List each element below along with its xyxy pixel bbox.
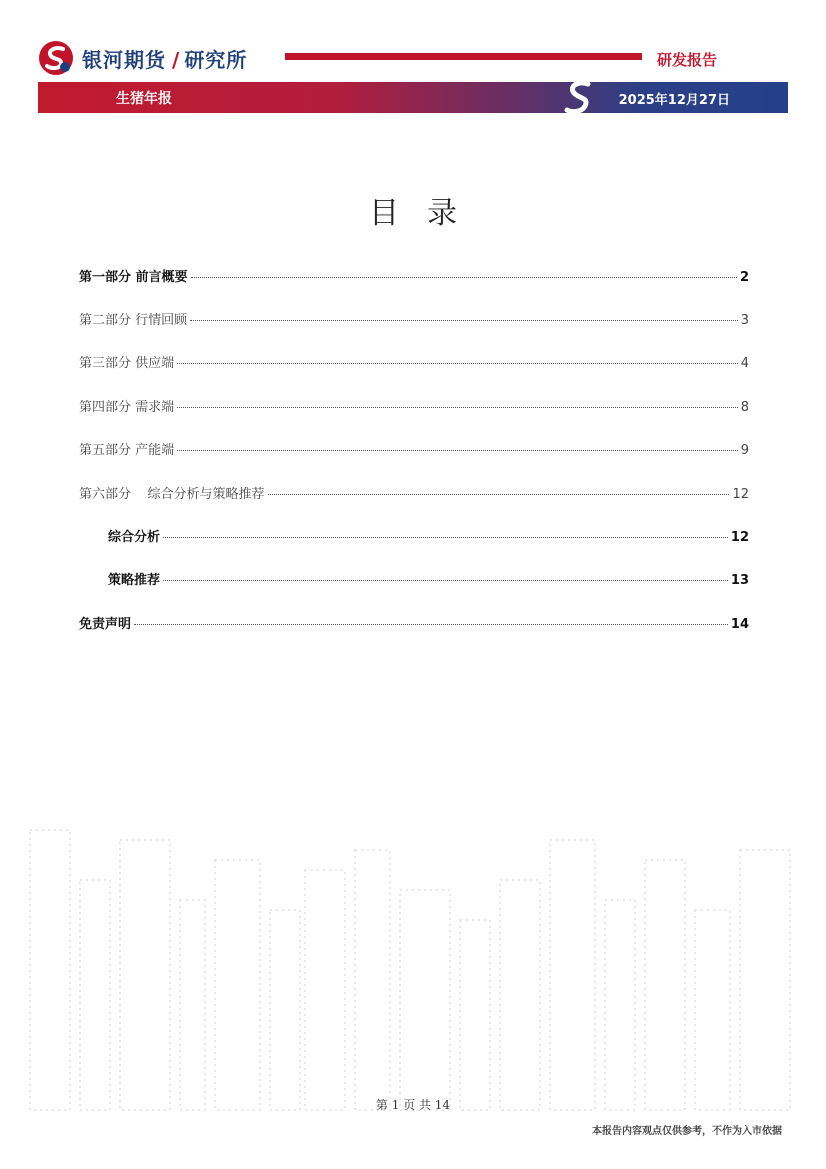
- report-date: 2025年12月27日: [618, 93, 730, 108]
- toc-item-label: 第一部分 前言概要: [79, 270, 188, 285]
- skyline-watermark: [0, 820, 826, 1120]
- toc-item-page: 13: [730, 573, 749, 588]
- title-banner: [38, 82, 788, 113]
- header-rule: [285, 53, 642, 60]
- toc-item-part1[interactable]: [79, 266, 749, 286]
- toc-item-page: 2: [739, 270, 749, 285]
- toc-item-page: 14: [730, 617, 749, 632]
- toc-item-page: 9: [740, 443, 749, 458]
- toc-item-analysis[interactable]: [108, 526, 749, 546]
- toc-item-page: 4: [740, 356, 749, 371]
- brand-title: [82, 44, 247, 73]
- brand-sub: 研究所: [184, 48, 248, 72]
- toc-leader: [190, 320, 738, 321]
- banner-title: 生猪年报: [116, 91, 172, 107]
- toc-title: 目录: [369, 196, 485, 231]
- toc-leader: [268, 494, 730, 495]
- toc-item-label: 策略推荐: [108, 573, 161, 588]
- toc-item-page: 12: [730, 530, 749, 545]
- toc-leader: [177, 363, 738, 364]
- toc-item-part2[interactable]: [79, 309, 749, 329]
- report-type: 研发报告: [657, 51, 718, 69]
- toc-item-part6[interactable]: [79, 483, 749, 503]
- page-number: 第 1 页 共 14: [375, 1098, 451, 1112]
- toc-item-disclaimer[interactable]: [79, 613, 749, 633]
- galaxy-logo-icon: [38, 40, 74, 76]
- toc-item-label: 第二部分 行情回顾: [79, 313, 188, 328]
- toc-item-page: 3: [740, 313, 749, 328]
- toc-item-strategy[interactable]: [108, 569, 749, 589]
- toc-item-page: 8: [740, 400, 749, 415]
- toc-leader: [191, 277, 737, 278]
- swoosh-icon: [558, 78, 598, 118]
- toc-item-label: 第四部分 需求端: [79, 400, 175, 415]
- toc-item-label: 第三部分 供应端: [79, 356, 175, 371]
- toc-leader: [163, 580, 728, 581]
- toc-item-label: 第五部分 产能端: [79, 443, 175, 458]
- brand-name: 银河期货: [82, 48, 166, 72]
- toc-item-label: 免责声明: [79, 617, 132, 632]
- footer-disclaimer: 本报告内容观点仅供参考，不作为入市依据: [592, 1126, 782, 1137]
- toc-item-label: 第六部分 综合分析与策略推荐: [79, 487, 265, 502]
- brand-slash: /: [172, 48, 181, 72]
- toc-item-part3[interactable]: [79, 352, 749, 372]
- toc-item-label: 综合分析: [108, 530, 161, 545]
- toc-leader: [177, 450, 738, 451]
- toc-item-page: 12: [732, 487, 749, 502]
- toc-leader: [163, 537, 728, 538]
- toc-item-part5[interactable]: [79, 439, 749, 459]
- toc-leader: [134, 624, 728, 625]
- toc-leader: [177, 407, 738, 408]
- report-header: [0, 0, 826, 120]
- toc-item-part4[interactable]: [79, 396, 749, 416]
